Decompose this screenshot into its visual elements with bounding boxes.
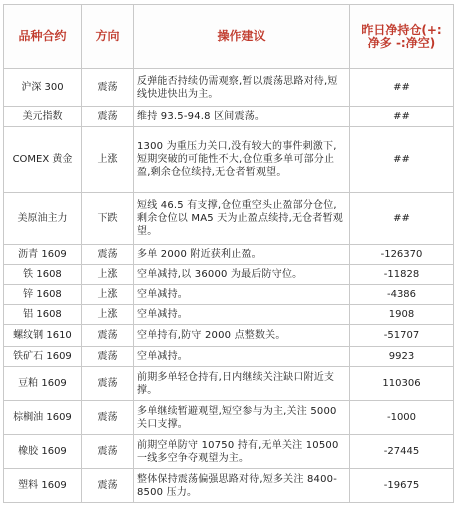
- net-position: -126370: [350, 245, 454, 265]
- contract-name: COMEX 黄金: [4, 127, 82, 193]
- direction: 上涨: [82, 265, 134, 285]
- advice: 多单 2000 附近获利止盈。: [134, 245, 350, 265]
- direction: 上涨: [82, 127, 134, 193]
- table-row: [4, 265, 454, 285]
- header-advice: 操作建议: [134, 5, 350, 69]
- contract-name: 塑料 1609: [4, 469, 82, 503]
- table-row: [4, 367, 454, 401]
- net-position: -27445: [350, 435, 454, 469]
- header-name: 品种合约: [4, 5, 82, 69]
- contract-name: 豆粕 1609: [4, 367, 82, 401]
- table-row: [4, 285, 454, 305]
- advice: 空单持有,防守 2000 点整数关。: [134, 325, 350, 347]
- contract-name: 铁 1608: [4, 265, 82, 285]
- header-position-line2: 净多 -:净空): [367, 35, 436, 50]
- net-position: -1000: [350, 401, 454, 435]
- advice: 反弹能否持续仍需观察,暂以震荡思路对待,短线快进快出为主。: [134, 69, 350, 107]
- header-row: [4, 5, 454, 69]
- direction: 震荡: [82, 347, 134, 367]
- table-row: [4, 69, 454, 107]
- direction: 震荡: [82, 69, 134, 107]
- advice: 1300 为重压力关口,没有较大的事件刺激下,短期突破的可能性不大,仓位重多单可部分止盈,剩余仓位续持,无仓者暂观望。: [134, 127, 350, 193]
- net-position: -11828: [350, 265, 454, 285]
- table-row: [4, 245, 454, 265]
- contract-name: 美原油主力: [4, 193, 82, 245]
- table-row: [4, 127, 454, 193]
- contract-name: 沥青 1609: [4, 245, 82, 265]
- direction: 震荡: [82, 367, 134, 401]
- direction: 下跌: [82, 193, 134, 245]
- net-position: ##: [350, 107, 454, 127]
- net-position: 9923: [350, 347, 454, 367]
- net-position: ##: [350, 69, 454, 107]
- table-row: [4, 325, 454, 347]
- table-row: [4, 193, 454, 245]
- net-position: ##: [350, 127, 454, 193]
- contract-name: 铁矿石 1609: [4, 347, 82, 367]
- contract-name: 螺纹钢 1610: [4, 325, 82, 347]
- advice: 短线 46.5 有支撑,仓位重空头止盈部分仓位,剩余仓位以 MA5 天为止盈点续持,无仓者暂观望。: [134, 193, 350, 245]
- advice: 整体保持震荡偏强思路对待,短多关注 8400-8500 压力。: [134, 469, 350, 503]
- direction: 震荡: [82, 325, 134, 347]
- contract-name: 锌 1608: [4, 285, 82, 305]
- advice: 空单减持。: [134, 305, 350, 325]
- net-position: 110306: [350, 367, 454, 401]
- advice: 空单减持。: [134, 347, 350, 367]
- net-position: 1908: [350, 305, 454, 325]
- header-direction: 方向: [82, 5, 134, 69]
- contract-name: 沪深 300: [4, 69, 82, 107]
- table-row: [4, 469, 454, 503]
- direction: 震荡: [82, 435, 134, 469]
- direction: 上涨: [82, 305, 134, 325]
- table-row: [4, 401, 454, 435]
- contract-name: 棕榈油 1609: [4, 401, 82, 435]
- table-row: [4, 435, 454, 469]
- header-position: [350, 5, 454, 69]
- direction: 震荡: [82, 245, 134, 265]
- advice: 前期多单轻仓持有,日内继续关注缺口附近支撑。: [134, 367, 350, 401]
- net-position: -19675: [350, 469, 454, 503]
- strategy-table: [3, 4, 454, 503]
- direction: 上涨: [82, 285, 134, 305]
- advice: 多单继续暂避观望,短空参与为主,关注 5000 关口支撑。: [134, 401, 350, 435]
- table-row: [4, 107, 454, 127]
- table-row: [4, 347, 454, 367]
- advice: 维持 93.5-94.8 区间震荡。: [134, 107, 350, 127]
- table-row: [4, 305, 454, 325]
- advice: 空单减持。: [134, 285, 350, 305]
- contract-name: 铝 1608: [4, 305, 82, 325]
- advice: 前期空单防守 10750 持有,无单关注 10500 一线多空争夺观望为主。: [134, 435, 350, 469]
- direction: 震荡: [82, 401, 134, 435]
- contract-name: 橡胶 1609: [4, 435, 82, 469]
- advice: 空单减持,以 36000 为最后防守位。: [134, 265, 350, 285]
- contract-name: 美元指数: [4, 107, 82, 127]
- net-position: -51707: [350, 325, 454, 347]
- direction: 震荡: [82, 469, 134, 503]
- net-position: -4386: [350, 285, 454, 305]
- header-position-line1: 昨日净持仓(+:: [361, 22, 442, 37]
- table-body: [4, 69, 454, 503]
- direction: 震荡: [82, 107, 134, 127]
- net-position: ##: [350, 193, 454, 245]
